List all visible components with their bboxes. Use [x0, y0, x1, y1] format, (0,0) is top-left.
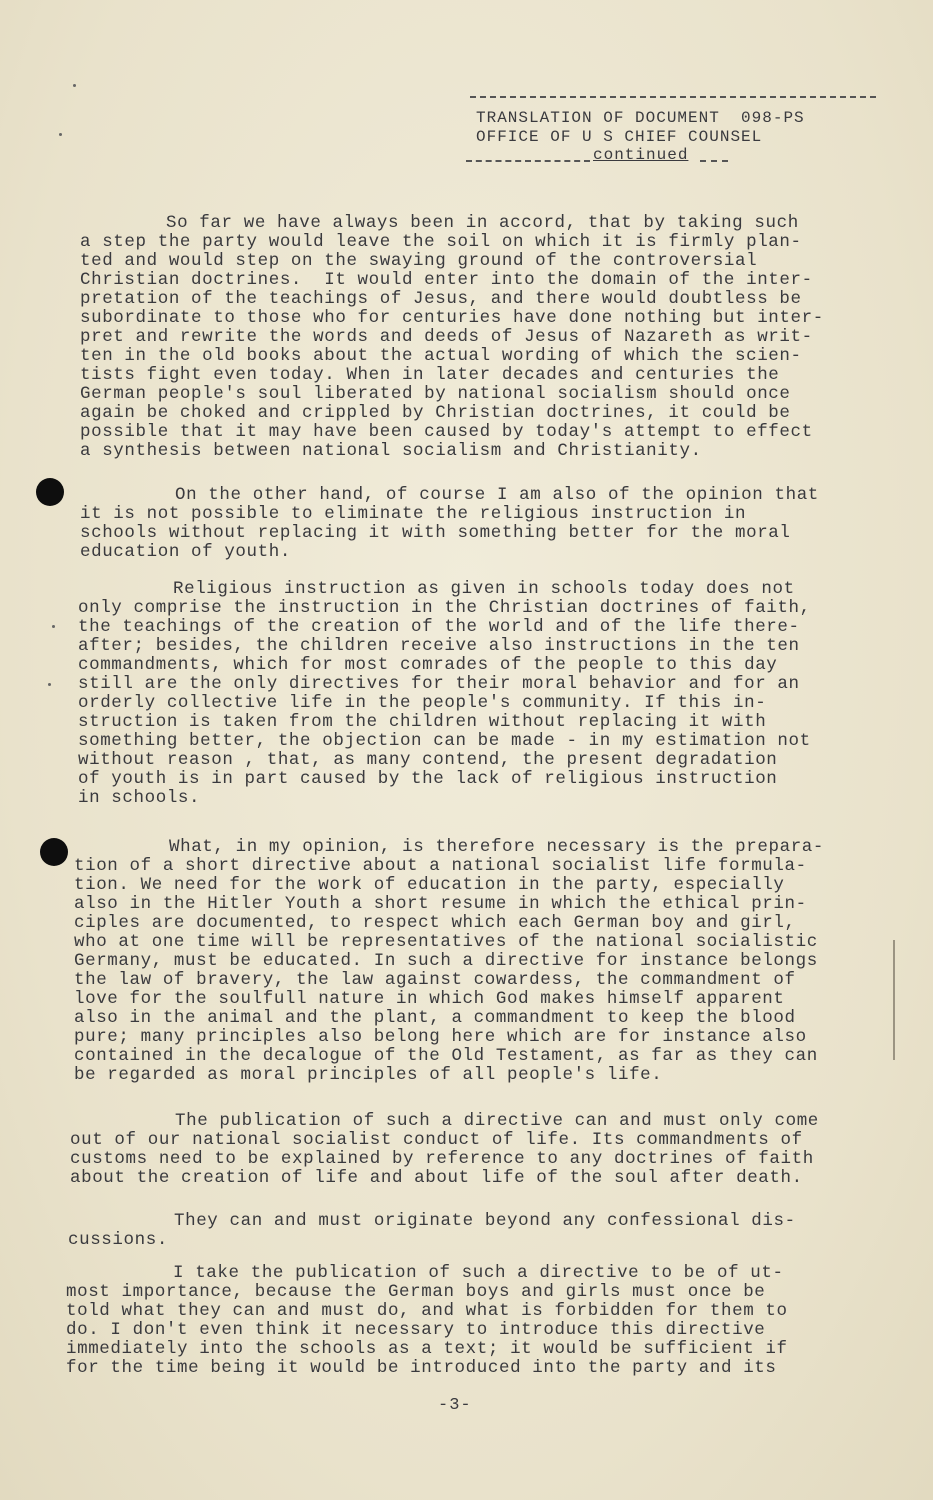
stray-mark [48, 683, 51, 686]
paragraph-3: Religious instruction as given in schools today does not only comprise the instruction in the Christian doctrines of faith, the teachings of the creation of the world and of the life there- after; besides, the children receive also instructions in the ten commandments, which for most comrades of the people to this day still are the only directives for their moral behavior and for an orderly collective life in the people's community. If this in- struction is taken from the children without replacing it with something better, the objection can be made - in my estimation not without reason , that, as many contend, the present degradation of youth is in part caused by the lack of religious instruction in schools. [78, 579, 811, 808]
stray-mark [59, 133, 62, 136]
header-rule-left [466, 160, 590, 162]
continued-label: continued [593, 146, 689, 164]
stray-mark [52, 625, 55, 628]
paragraph-7: I take the publication of such a directive to be of ut- most importance, because the German boys and girls must once be told what they can and must do, and what is forbidden for them to do. I don't even think it necessary to introduce this directive immediately into the schools as a text; it would be sufficient if for the time being it would be introduced into the party and its [66, 1263, 788, 1378]
paragraph-2: On the other hand, of course I am also of the opinion that it is not possible to eliminate the religious instruction in schools without replacing it with something better for the moral education of youth. [80, 485, 819, 562]
office-line: OFFICE OF U S CHIEF COUNSEL [476, 128, 763, 146]
page-number: -3- [438, 1396, 472, 1415]
punch-hole [40, 838, 68, 866]
paragraph-4: What, in my opinion, is therefore necessary is the prepara- tion of a short directive about a national socialist life formula- tion. We need for the work of education in the party, especially also in the Hitler Youth a short resume in which the ethical prin- ciples are documented, to respect which each German boy and girl, who at one time will be representatives of the national socialistic Germany, must be educated. In such a directive for instance belongs the law of bravery, the law against cowardess, the commandment of love for the soulfull nature in which God makes himself apparent also in the animal and the plant, a commandment to keep the blood pure; many principles also belong here which are for instance also contained in the decalogue of the Old Testament, as far as they can be regarded as moral principles of all people's life. [74, 837, 825, 1085]
document-title: TRANSLATION OF DOCUMENT 098-PS [476, 109, 805, 127]
paragraph-5: The publication of such a directive can and must only come out of our national socialist conduct of life. Its commandments of customs need to be explained by reference to any doctrines of faith about the creation of life and about life of the soul after death. [70, 1111, 819, 1188]
header-rule-right [700, 160, 728, 162]
header-rule-top [470, 96, 876, 98]
stray-mark [73, 84, 76, 87]
paragraph-6: They can and must originate beyond any confessional dis- cussions. [68, 1211, 796, 1250]
page-edge-line [893, 940, 895, 1060]
punch-hole [36, 478, 64, 506]
paragraph-1: So far we have always been in accord, that by taking such a step the party would leave the soil on which it is firmly plan- ted and would step on the swaying ground of the controversial Christian doctrines. It would enter into the domain of the inter- pretation of the teachings of Jesus, and there would doubtless be subordinate to those who for centuries have done nothing but inter- pret and rewrite the words and deeds of Jesus of Nazareth as writ- ten in the old books about the actual wording of which the scien- tists fight even today. When in later decades and centuries the German people's soul liberated by national socialism should once again be choked and crippled by Christian doctrines, it could be possible that it may have been caused by today's attempt to effect a synthesis between national socialism and Christianity. [80, 213, 824, 461]
